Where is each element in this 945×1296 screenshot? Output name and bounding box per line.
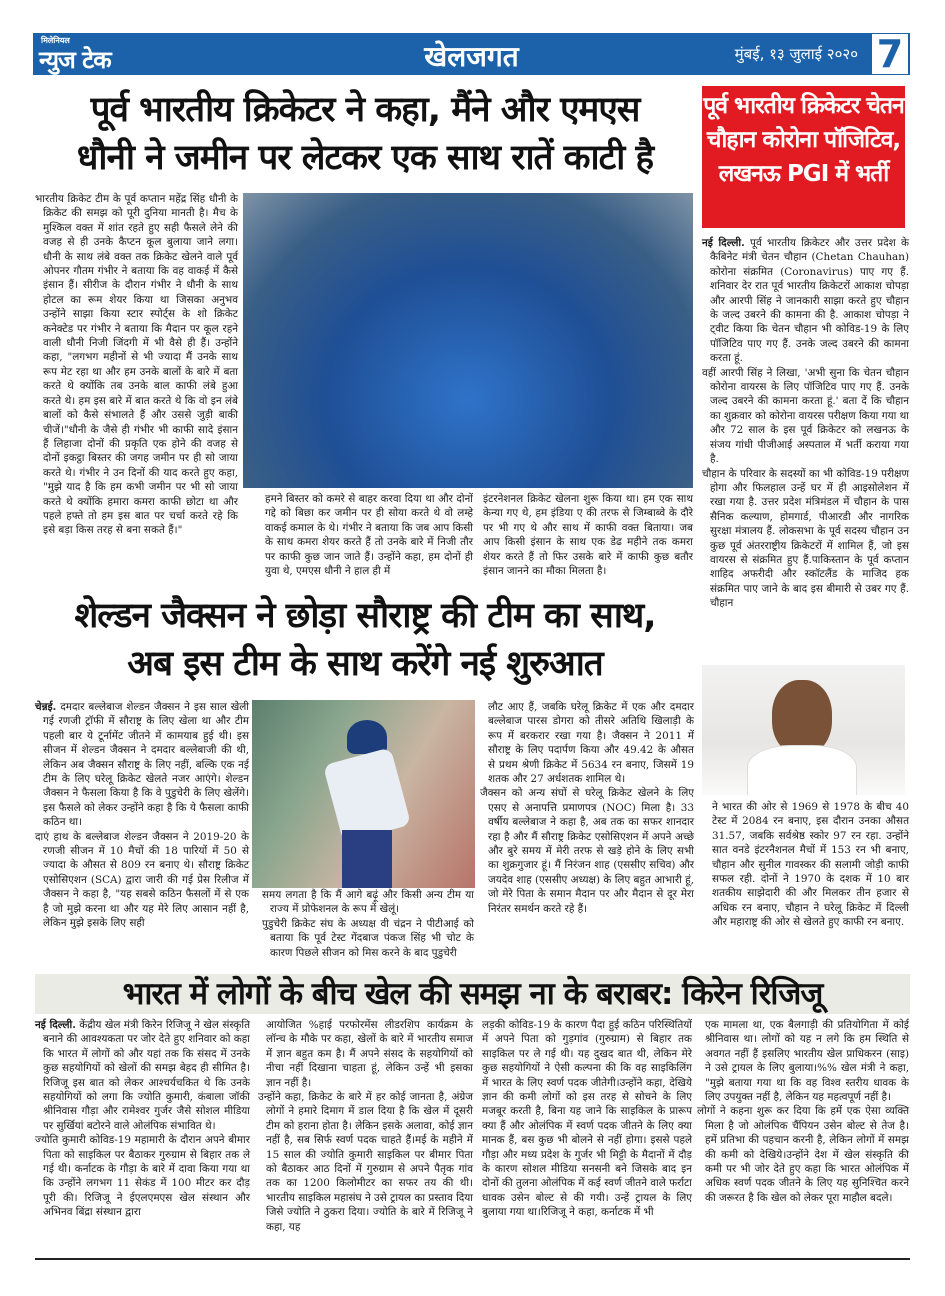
story4-paragraph: उन्होंने कहा, क्रिकेट के बारे में हर कोई जानता है, अंग्रेज लोगों ने हमारे दिमाग में डाल दिया है कि खेल में दूसरी टीम को हराना होता है। लेकिन इसके अलावा, कोई ज्ञान नहीं है, सब सिर्फ स्वर्ण पदक चाहते हैं।मई के महीने में 15 साल की ज्योति कुमारी साइकिल पर बीमार पिता को बैठाकर आठ दिनों में गुरुग्राम से अपने पैतृक गांव तक का 1200 किलोमीटर का सफर तय की थी। भारतीय साइकिल महासंघ ने उसे ट्रायल का प्रस्ताव दिया जिसे ज्योति ने ठुकरा दिया। ज्योति के बारे में रिजिजू ने कहा, यह — [258, 1091, 473, 1233]
story1-paragraph: भारतीय क्रिकेट टीम के पूर्व कप्तान महेंद्र सिंह धौनी के क्रिकेट की समझ को पूरी दुनिया मानती है। मैच के मुश्किल वक्त में शांत रहते हुए सही फैसले लेने की वजह से ही उनके कैप्टन कूल बुलाया जाने लगा। धौनी के साथ लंबे वक्त तक क्रिकेट खेलने वाले पूर्व ओपनर गौतम गंभीर ने बताया कि वह वाकई में कैसे इंसान हैं। सीरीज के दौरान गंभीर ने धौनी के साथ होटल का रूम शेयर किया था जिसका अनुभव उन्होंने साझा किया स्टार स्पोर्ट्स के शो क्रिकेट कनेक्टेड पर गंभीर ने बताया कि मैदान पर कूल रहने वाली धौनी निजी जिंदगी में भी वैसे ही हैं। उन्होंने कहा, "लगभग महीनों से भी ज्यादा मैं उनके साथ रूप मेट रहा था और हम उनके बालों के बारे में बता करते थे क्योंकि तब उनके बाल काफी लंबे हुआ करते थे। हम इस बारे में बात करते थे कि वो इन लंबे बालों को कैसे संभालते हैं और उससे जुड़ी बाकी चीजें।"धौनी के जैसे ही गंभीर भी काफी सादे इंसान हैं लिहाजा दोनों की प्रकृति एक होने की वजह से दोनों इकट्ठा बिस्तर की जगह जमीन पर ही सो जाया करते थे। गंभीर ने उन दिनों की याद करते हुए कहा, "मुझे याद है कि हम कभी जमीन पर भी सो जाया करते थे क्योंकि हमारा कमरा काफी छोटा था और पहले हफ्ते तो हम इस बात पर चर्चा करते रहे कि इसे बड़ा किस तरह से बना सकते हैं।" — [35, 193, 238, 537]
story4-column-4 — [697, 1018, 909, 1205]
dateline: चेन्नई. — [35, 701, 57, 713]
story4-paragraph: आयोजित %हाई परफोरमेंस लीडरशिप कार्यक्रम के लॉन्च के मौके पर कहा, खेलों के बारे में भारतीय समाज में ज्ञान बहुत कम है। मैं अपने संसद के सहयोगियों को नीचा नहीं दिखाना चाहता हूं, लेकिन उन्हें भी इसका ज्ञान नहीं है। — [266, 1019, 473, 1089]
dateline: नई दिल्ली. — [35, 1019, 76, 1031]
story1-paragraph: इंटरनेशनल क्रिकेट खेलना शुरू किया था। हम एक साथ केन्या गए थे, हम इंडिया ए की तरफ से जिम्बाब्वे के दौरे पर भी गए थे और साथ में काफी वक्त बिताया। जब आप किसी इंसान के साथ एक डेढ महीने तक कमरा शेयर करते हैं तो फिर उसके बारे में काफी कुछ बतौर इंसान जानने का मौका मिलता है। — [483, 493, 693, 578]
masthead-bar — [33, 33, 910, 75]
story2-paragraph: वहीं आरपी सिंह ने लिखा, 'अभी सुना कि चेतन चौहान कोरोना वायरस के लिए पॉजिटिव पाए गए हैं. उनके जल्द उबरने की कामना करता हूं.' बता दें कि चौहान का शुक्रवार को कोरोना वायरस परीक्षण किया गया था और 72 साल के इस पूर्व क्रिकेटर को लखनऊ के संजय गांधी पीजीआई अस्पताल में भर्ती कराया गया है. — [702, 366, 909, 466]
story4-headline: भारत में लोगों के बीच खेल की समझ ना के बराबर: किरेन रिजिजू — [122, 976, 823, 1012]
story3-column-2 — [262, 888, 474, 960]
story1-column-3 — [483, 492, 693, 578]
page-number: 7 — [868, 34, 908, 74]
brand-name: न्युज टेक — [39, 46, 111, 74]
story1-paragraph: हमने बिस्तर को कमरे से बाहर करवा दिया था और दोनों गद्दे को बिछा कर जमीन पर ही सोया करते थे वो लम्हे वाकई कमाल के थे। गंभीर ने बताया कि जब आप किसी के साथ कमरा शेयर करते हैं तो उनके बारे में निजी तौर पर काफी कुछ जान जाते हैं। उन्होंने कहा, हम दोनों ही युवा थे, एमएस धौनी ने हाल ही में — [265, 493, 473, 578]
story4-paragraph: लोगों ने कहना शुरू कर दिया कि हमें एक ऐसा व्यक्ति मिला है जो ओलंपिक चैंपियन उसेन बोल्ट से तेज है। हमें प्रतिभा की पहचान करनी है, लेकिन लोगों में समझ की कमी को देखिये।उन्होंने देश में खेल संस्कृति की कमी पर भी जोर देते हुए कहा कि भारत ओलंपिक में अधिक स्वर्ण पदक जीतने के लिए यह सुनिश्चित करने की जरूरत है कि खेल को लेकर पूरा माहौल बदले। — [697, 1105, 909, 1204]
story3-headline-line2: अब इस टीम के साथ करेंगे नई शुरुआत — [127, 644, 603, 684]
story2-paragraph: पूर्व भारतीय क्रिकेटर और उत्तर प्रदेश के कैबिनेट मंत्री चेतन चौहान (Chetan Chauhan) कोरोना संक्रमित (Coronavirus) पाए गए हैं. शनिवार देर रात पूर्व भारतीय क्रिकेटरों आकाश चोपड़ा और आरपी सिंह ने जानकारी साझा करते हुए चौहान के जल्द उबरने की कामना की है. आकाश चोपड़ा ने ट्वीट किया कि चेतन चौहान भी कोविड-19 के लिए पॉजिटिव पाए गए हैं. उनके जल्द उबरने की कामना करता हूं. — [710, 237, 910, 365]
story2-column-continued — [712, 800, 909, 930]
chetan-chauhan-photo — [702, 665, 905, 795]
story2-headline: पूर्व भारतीय क्रिकेटर चेतन चौहान कोरोना पॉजिटिव, लखनऊ PGI में भर्ती — [702, 86, 905, 228]
story2-paragraph: चौहान के परिवार के सदस्यों का भी कोविड-19 परीक्षण होगा और फिलहाल उन्हें घर में ही आइसोलेशन में रखा गया है. उत्तर प्रदेश मंत्रिमंडल में चौहान के पास सैनिक कल्याण, होमगार्ड, पीआरडी और नागरिक सुरक्षा मंत्रालय हैं. लोकसभा के पूर्व सदस्य चौहान उन कुछ पूर्व अंतरराष्ट्रीय क्रिकेटरों में शामिल हैं, जो इस वायरस से संक्रमित हुए हैं.पाकिस्तान के पूर्व कप्तान शाहिद अफरीदी और स्कॉटलैंड के माजिद हक संक्रमित पाए जाने के बाद इस बीमारी से उबर गए हैं. चौहान — [702, 467, 909, 610]
story4-column-3 — [482, 1018, 692, 1220]
edition-date: मुंबई, १३ जुलाई २०२० — [734, 45, 858, 63]
story3-paragraph: पुडुचेरी क्रिकेट संघ के अध्यक्ष वी चंद्रन ने पीटीआई को बताया कि पूर्व टेस्ट गेंदबाज पंकज सिंह भी चोट के कारण पिछले सीजन को मिस करने के बाद पुडुचेरी — [262, 917, 474, 959]
story1-column-2 — [265, 492, 473, 578]
brand-tagline: मिलेनियल — [41, 36, 70, 45]
story4-paragraph: एक मामला था, एक बैलगाड़ी की प्रतियोगिता में कोई श्रीनिवास था। लोगों को यह न लगे कि हम स्थिति से अवगत नहीं हैं इसलिए भारतीय खेल प्राधिकरन (साइ) ने उसे ट्रायल के लिए बुलाया।%% खेल मंत्री ने कहा, "मुझे बताया गया था कि वह विश्व स्तरीय धावक के लिए उपयुक्त नहीं है, लेकिन यह महत्वपूर्ण नहीं है। — [705, 1019, 909, 1104]
story4-column-1 — [35, 1018, 250, 1220]
story3-paragraph: लौट आए हैं, जबकि घरेलू क्रिकेट में एक और दमदार बल्लेबाज पारस डोगरा को तीसरे अतिथि खिलाड़ी के रूप में बरकरार रखा गया है। जैक्सन ने 2011 में सौराष्ट्र के लिए पदार्पण किया और 49.42 के औसत से प्रथम श्रेणी क्रिकेट में 5634 रन बनाए, जिसमें 19 शतक और 27 अर्धशतक शामिल थे। — [488, 701, 694, 786]
story3-paragraph: दाएं हाथ के बल्लेबाज शेल्डन जैक्सन ने 2019-20 के रणजी सीजन में 10 मैचों की 18 पारियों में 50 से ज्यादा के औसत से 809 रन बनाए थे। सौराष्ट्र क्रिकेट एसोसिएशन (SCA) द्वारा जारी की गई प्रेस रिलीज में जैक्सन ने कहा है, "यह सबसे कठिन फैसलों में से एक है जो मुझे करना था और यह मेरे लिए आसान नहीं है, लेकिन मुझे इसके लिए सही — [35, 830, 249, 930]
sheldon-jackson-batting-photo — [252, 700, 475, 888]
story3-headline-line1: शेल्डन जैक्सन ने छोड़ा सौराष्ट्र की टीम का साथ, — [74, 596, 656, 636]
story4-paragraph: केंद्रीय खेल मंत्री किरेन रिजिजू ने खेल संस्कृति बनाने की आवश्यकता पर जोर देते हुए शनिवार को कहा कि भारत में लोगों को और यहां तक कि संसद में उनके कुछ सहयोगियों को खेलों की समझ बेहद ही सीमित है। रिजिजू इस बात को लेकर आश्चर्यचकित थे कि उनके सहयोगियों को लगा कि ज्योति कुमारी, कंबाला जॉकी श्रीनिवास गौड़ा और रामेश्वर गुर्जर जैसे सोशल मीडिया पर सुर्खियां बटोरने वाले ओलंपिक संभावित थे। — [43, 1019, 251, 1132]
story2-column — [702, 236, 909, 611]
story3-headline — [35, 592, 695, 688]
story3-paragraph: जैक्सन को अन्य संघों से घरेलू क्रिकेट खेलने के लिए एसए से अनापत्ति प्रमाणपत्र (NOC) मिला है। 33 वर्षीय बल्लेबाज ने कहा है, अब तक का सफर शानदार रहा है और मैं सौराष्ट्र क्रिकेट एसोसिएशन में अपने अच्छे और बुरे समय में मेरी तरफ से खड़े होने के लिए सभी का शुक्रगुजार हूं। मैं निरंजन शाह (एससीए सचिव) और जयदेव शाह (एससीए अध्यक्ष) के लिए बहुत आभारी हूं, जो मेरे पिता के समान मैदान पर और मैदान से दूर मेरा निरंतर समर्थन करते रहे हैं। — [480, 787, 694, 915]
section-title: खेलजगत — [424, 40, 519, 73]
story4-column-2 — [258, 1018, 473, 1234]
story1-column-1 — [35, 192, 238, 538]
story4-paragraph: लड़की कोविड-19 के कारण पैदा हुई कठिन परिस्थितियों में अपने पिता को गुड़गांव (गुरुग्राम) से बिहार तक साइकिल पर ले गई थी। यह दुखद बात थी, लेकिन मेरे कुछ सहयोगियों ने ऐसी कल्पना की कि वह साइकिलिंग में भारत के लिए स्वर्ण पदक जीतेगी।उन्होंने कहा, देखिये ज्ञान की कमी लोगों को इस तरह से सोचने के लिए मजबूर करती है, बिना यह जाने कि साइकिल के प्रारूप क्या हैं और ओलंपिक में स्वर्ण पदक जीतने के लिए क्या मानक हैं, बस कुछ भी बोलने से नहीं होगा। इससे पहले गौड़ा और मध्य प्रदेश के गुर्जर भी मिट्टी के मैदानों में दौड़ के कारण सोशल मीडिया सनसनी बने जिसके बाद इन दोनों की तुलना ओलंपिक में कई स्वर्ण जीतने वाले फर्राटा धावक उसेन बोल्ट से की गयी। उन्हें ट्रायल के लिए बुलाया गया था।रिजिजू ने कहा, कर्नाटक में भी — [482, 1019, 692, 1219]
story3-column-1 — [35, 700, 249, 931]
team-huddle-photo — [243, 193, 693, 488]
story3-paragraph: दमदार बल्लेबाज शेल्डन जैक्सन ने इस साल खेली गई रणजी ट्रॉफी में सौराष्ट्र के लिए खेला था और टीम पहली बार ये टूर्नामेंट जीतने में कामयाब हुई थी। इस सीजन में शेल्डन जैक्सन ने दमदार बल्लेबाजी की थी, लेकिन अब जैक्सन सौराष्ट्र के लिए नहीं, बल्कि एक नई टीम के लिए घरेलू क्रिकेट खेलते नजर आएंगे। शेल्डन जैक्सन ने फैसला किया है कि वे पुडुचेरी के लिए खेलेंगे। इस फैसले को लेकर उन्होंने कहा है कि ये फैसला काफी कठिन था। — [43, 701, 249, 829]
story4-paragraph: ज्योति कुमारी कोविड-19 महामारी के दौरान अपने बीमार पिता को साइकिल पर बैठाकर गुरुग्राम से बिहार तक ले गई थी। कर्नाटक के गौड़ा के बारे में दावा किया गया था कि उन्होंने लगभग 11 सेकंड में 100 मीटर कर दौड़ पूरी की। रिजिजू ने ईएलएमएस खेल संस्थान और अभिनव बिंद्रा संस्थान द्वारा — [35, 1134, 250, 1219]
story1-headline-line1: पूर्व भारतीय क्रिकेटर ने कहा, मैंने और एमएस — [90, 90, 640, 130]
story3-paragraph: समय लगता है कि मैं आगे बढ़ूं और किसी अन्य टीम या राज्य में प्रोफेशनल के रूप में खेलूं। — [262, 889, 474, 916]
story1-headline — [35, 86, 695, 182]
dateline: नई दिल्ली. — [702, 237, 745, 249]
story2-paragraph: ने भारत की ओर से 1969 से 1978 के बीच 40 टेस्ट में 2084 रन बनाए, इस दौरान उनका औसत 31.57, जबकि सर्वश्रेष्ठ स्कोर 97 रन रहा. उन्होंने सात वनडे इंटरनैशनल मैचों में 153 रन भी बनाए, चौहान और सुनील गावस्कर की सलामी जोड़ी काफी सफल रही. दोनों ने 1970 के दशक में 10 बार शतकीय साझेदारी की और मिलकर तीन हजार से अधिक रन बनाए, चौहान ने घरेलू क्रिकेट में दिल्ली और महाराष्ट्र की ओर से खेलते हुए काफी रन बनाए. — [712, 801, 909, 929]
bottom-rule — [35, 1258, 910, 1260]
story1-headline-line2: धौनी ने जमीन पर लेटकर एक साथ रातें काटी है — [76, 138, 654, 178]
story3-column-3 — [480, 700, 694, 916]
